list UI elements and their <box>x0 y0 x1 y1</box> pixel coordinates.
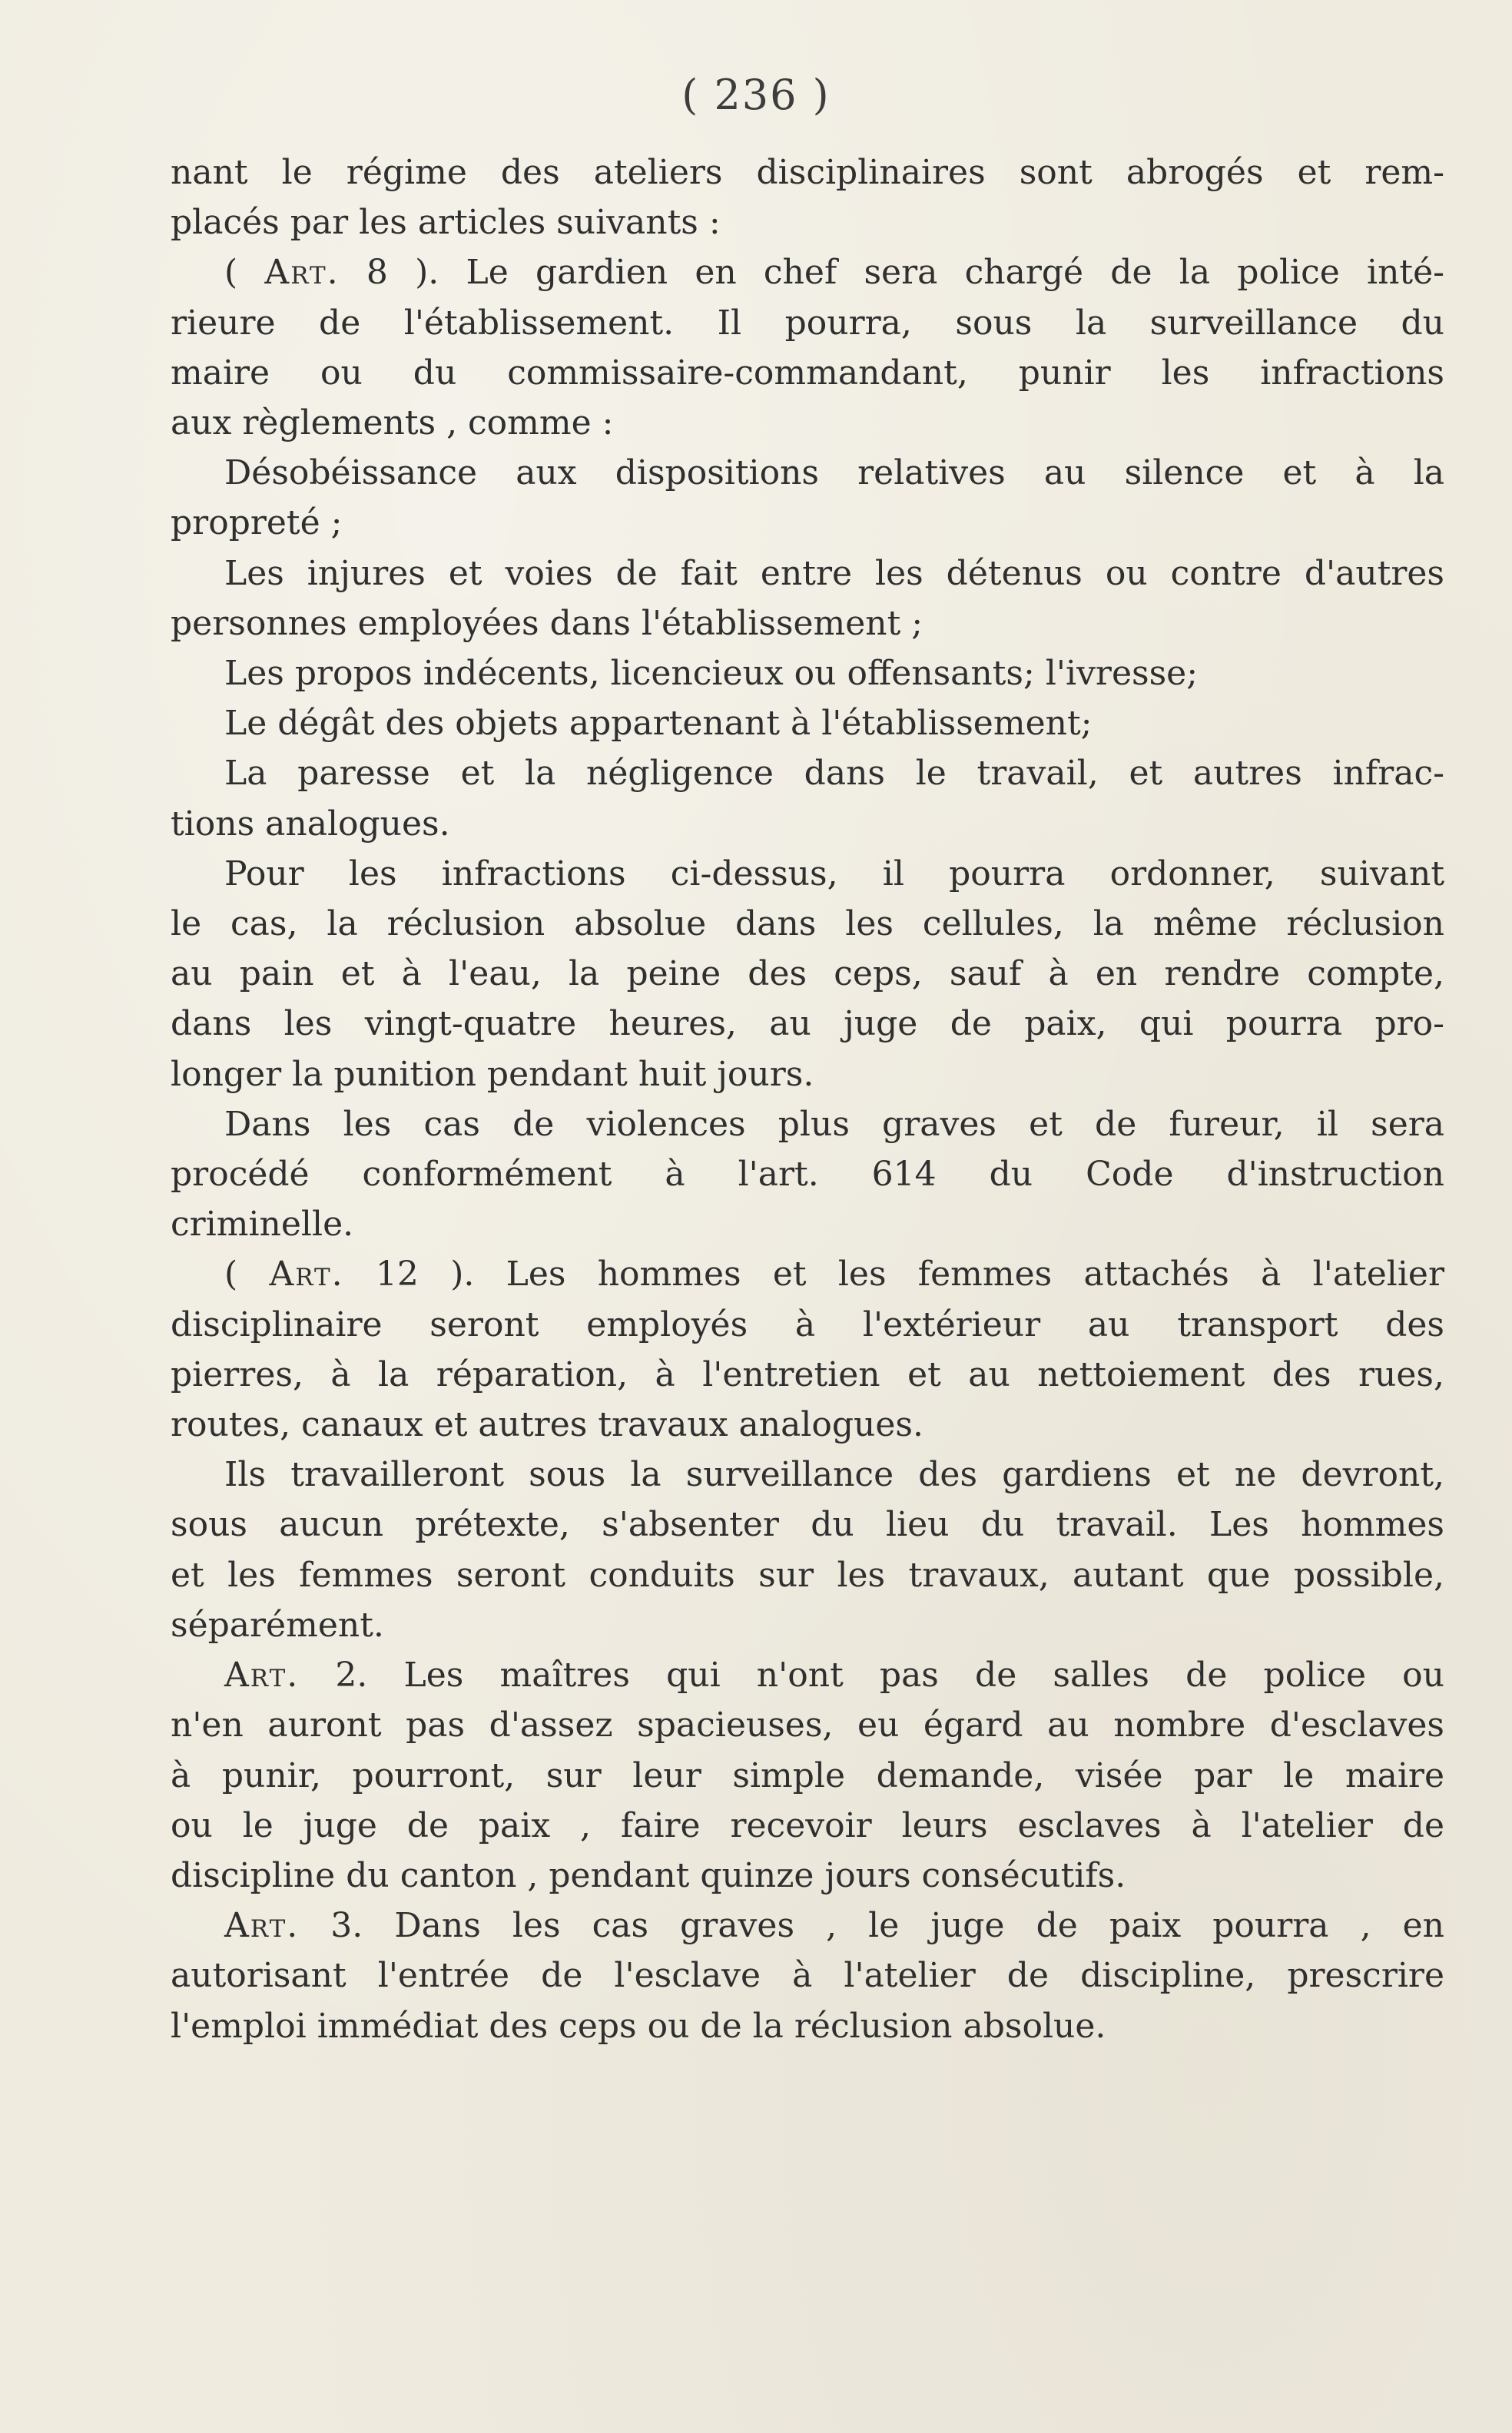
line-prefix: ( <box>224 1255 270 1294</box>
line-text: sous aucun prétexte, s'absenter du lieu du travail. Les hommes <box>171 1505 1444 1545</box>
text-line <box>171 799 1444 849</box>
text-line <box>171 348 1444 398</box>
text-line <box>171 899 1444 949</box>
line-text: le cas, la réclusion absolue dans les cellules, la même réclusion <box>171 904 1444 944</box>
line-text: placés par les articles suivants : <box>171 203 721 243</box>
article-label: Art. <box>224 1656 300 1695</box>
line-text: criminelle. <box>171 1205 354 1245</box>
line-text: 2. Les maîtres qui n'ont pas de salles de police ou <box>299 1656 1444 1695</box>
text-line <box>171 448 1444 498</box>
line-text: ou le juge de paix , faire recevoir leurs esclaves à l'atelier de <box>171 1805 1444 1845</box>
text-line <box>171 949 1444 999</box>
text-line <box>171 1450 1444 1500</box>
line-text: procédé conformément à l'art. 614 du Code d'instruction <box>171 1155 1444 1195</box>
text-line <box>171 1751 1444 1801</box>
line-text: Le dégât des objets appartenant à l'établissement; <box>224 704 1093 744</box>
text-line <box>171 398 1444 448</box>
text-line <box>171 148 1444 197</box>
text-line <box>171 1049 1444 1099</box>
line-text: La paresse et la négligence dans le travail, et autres infrac- <box>224 754 1444 794</box>
line-text: Pour les infractions ci-dessus, il pourra ordonner, suivant <box>224 854 1444 893</box>
text-line <box>171 1600 1444 1650</box>
line-text: et les femmes seront conduits sur les travaux, autant que possible, <box>171 1555 1444 1595</box>
line-text: maire ou du commissaire-commandant, punir les infractions <box>171 353 1444 393</box>
text-line <box>171 698 1444 748</box>
text-line <box>171 1350 1444 1400</box>
line-text: 3. Dans les cas graves , le juge de paix pourra , en <box>299 1906 1444 1946</box>
line-text: disciplinaire seront employés à l'extérieur au transport des <box>171 1304 1444 1344</box>
text-line <box>171 748 1444 798</box>
line-text: routes, canaux et autres travaux analogues. <box>171 1405 923 1445</box>
line-text: discipline du canton , pendant quinze jours consécutifs. <box>171 1855 1126 1895</box>
line-text: Désobéissance aux dispositions relatives au silence et à la <box>224 453 1444 493</box>
text-line <box>171 1500 1444 1550</box>
text-line <box>171 1650 1444 1700</box>
text-line <box>171 598 1444 648</box>
text-line <box>171 1851 1444 1901</box>
line-text: personnes employées dans l'établissement ; <box>171 603 923 643</box>
line-text: l'emploi immédiat des ceps ou de la réclusion absolue. <box>171 2006 1106 2046</box>
line-text: pierres, à la réparation, à l'entretien et au nettoiement des rues, <box>171 1354 1444 1394</box>
text-line <box>171 1199 1444 1249</box>
line-text: séparément. <box>171 1605 384 1645</box>
text-line <box>171 498 1444 548</box>
line-text: nant le régime des ateliers disciplinaires sont abrogés et rem- <box>171 153 1444 192</box>
text-line <box>171 298 1444 348</box>
text-line <box>171 2001 1444 2051</box>
article-label: Art. <box>224 1906 300 1946</box>
line-text: propreté ; <box>171 503 343 543</box>
text-line <box>171 648 1444 698</box>
line-text: à punir, pourront, sur leur simple demande, visée par le maire <box>171 1755 1444 1795</box>
text-line <box>171 1400 1444 1450</box>
text-line <box>171 1249 1444 1299</box>
text-line <box>171 1149 1444 1199</box>
article-label: Art. <box>269 1255 344 1294</box>
text-line <box>171 1951 1444 2000</box>
article-label: Art. <box>264 253 340 293</box>
text-line <box>171 999 1444 1049</box>
text-line <box>171 1700 1444 1750</box>
page-number: ( 236 ) <box>681 71 831 119</box>
text-line <box>171 849 1444 899</box>
line-text: 8 ). Le gardien en chef sera chargé de la police inté- <box>339 253 1445 293</box>
line-text: aux règlements , comme : <box>171 403 614 443</box>
line-text: Ils travailleront sous la surveillance des gardiens et ne devront, <box>224 1455 1444 1495</box>
text-line <box>171 1099 1444 1149</box>
line-text: au pain et à l'eau, la peine des ceps, sauf à en rendre compte, <box>171 954 1444 994</box>
line-text: Dans les cas de violences plus graves et de fureur, il sera <box>224 1104 1444 1144</box>
body-text <box>171 148 1444 2051</box>
text-line <box>171 247 1444 297</box>
text-line <box>171 1550 1444 1600</box>
text-line <box>171 197 1444 247</box>
line-text: dans les vingt-quatre heures, au juge de paix, qui pourra pro- <box>171 1004 1444 1044</box>
line-text: longer la punition pendant huit jours. <box>171 1054 814 1094</box>
text-line <box>171 1901 1444 1951</box>
line-text: 12 ). Les hommes et les femmes attachés à l'atelier <box>343 1255 1444 1294</box>
line-text: n'en auront pas d'assez spacieuses, eu égard au nombre d'esclaves <box>171 1705 1444 1745</box>
text-line <box>171 1801 1444 1851</box>
text-line <box>171 1300 1444 1350</box>
text-line <box>171 549 1444 598</box>
line-text: Les propos indécents, licencieux ou offensants; l'ivresse; <box>224 654 1199 694</box>
line-text: Les injures et voies de fait entre les détenus ou contre d'autres <box>224 553 1444 593</box>
line-prefix: ( <box>224 253 265 293</box>
line-text: tions analogues. <box>171 804 450 844</box>
line-text: rieure de l'établissement. Il pourra, sous la surveillance du <box>171 303 1444 343</box>
line-text: autorisant l'entrée de l'esclave à l'atelier de discipline, prescrire <box>171 1956 1444 1996</box>
